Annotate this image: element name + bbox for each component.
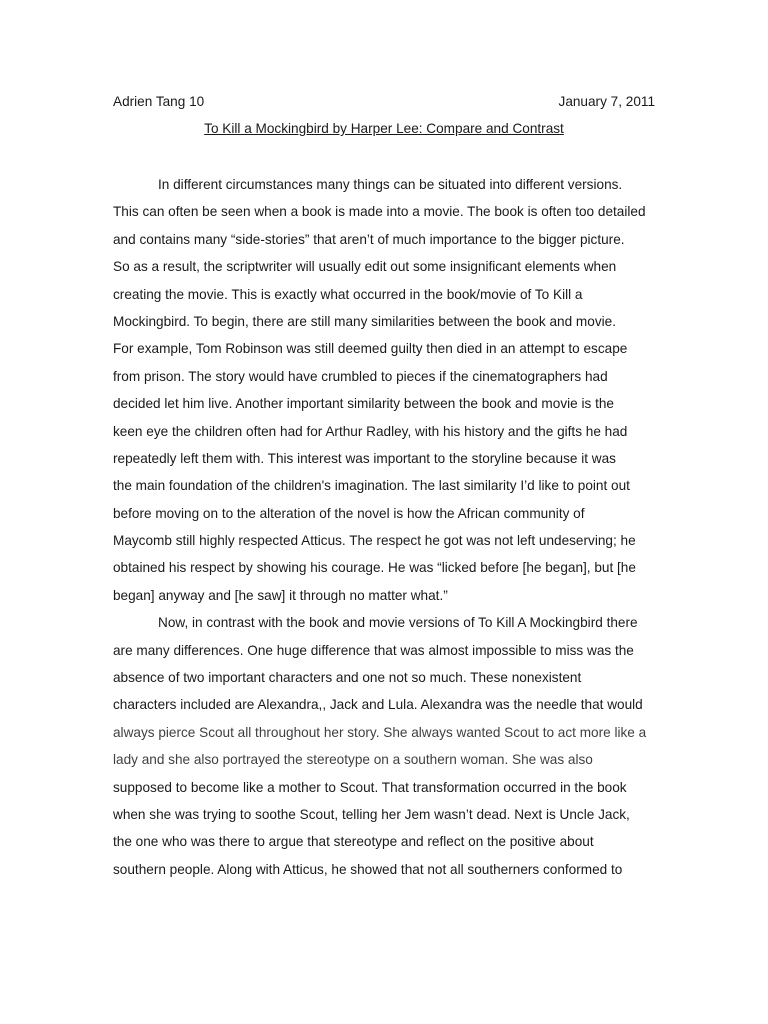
paragraph-2 xyxy=(113,609,658,883)
text-line: obtained his respect by showing his courage. He was “licked before [he began], but [he xyxy=(113,560,636,576)
text-line: when she was trying to soothe Scout, telling her Jem wasn’t dead. Next is Uncle Jack, xyxy=(113,806,630,822)
text-line: This can often be seen when a book is made into a movie. The book is often too detailed xyxy=(113,204,646,220)
text-line: In different circumstances many things can be situated into different versions. xyxy=(158,177,623,192)
text-line: keen eye the children often had for Arthur Radley, with his history and the gifts he had xyxy=(113,423,628,439)
text-line: Maycomb still highly respected Atticus. The respect he got was not left undeserving; he xyxy=(113,533,636,549)
text-line: absence of two important characters and one not so much. These nonexistent xyxy=(113,670,582,686)
text-line: always pierce Scout all throughout her story. She always wanted Scout to act more like a xyxy=(113,724,647,740)
text-line: began] anyway and [he saw] it through no matter what.” xyxy=(113,587,448,603)
text-line: Now, in contrast with the book and movie versions of To Kill A Mockingbird there xyxy=(158,615,638,631)
text-line: the one who was there to argue that stereotype and reflect on the positive about xyxy=(113,834,594,850)
paragraph-1 xyxy=(113,171,658,609)
text-line: southern people. Along with Atticus, he showed that not all southerners conformed to xyxy=(113,861,623,877)
document-title: To Kill a Mockingbird by Harper Lee: Compare and Contrast xyxy=(204,121,564,136)
text-line: repeatedly left them with. This interest was important to the storyline because it was xyxy=(113,450,616,466)
text-line: before moving on to the alteration of the novel is how the African community of xyxy=(113,505,585,521)
document-header xyxy=(113,92,655,112)
text-line: and contains many “side-stories” that aren’t of much importance to the bigger picture. xyxy=(113,231,625,247)
text-line: Mockingbird. To begin, there are still many similarities between the book and movie. xyxy=(113,313,616,329)
document-date: January 7, 2011 xyxy=(558,94,655,109)
text-line: characters included are Alexandra,, Jack and Lula. Alexandra was the needle that would xyxy=(113,697,643,713)
text-line: from prison. The story would have crumbled to pieces if the cinematographers had xyxy=(113,368,608,384)
text-line: For example, Tom Robinson was still deemed guilty then died in an attempt to escape xyxy=(113,341,628,357)
text-line: supposed to become like a mother to Scout. That transformation occurred in the book xyxy=(113,779,627,795)
document-body xyxy=(113,171,658,883)
text-line: are many differences. One huge difference that was almost impossible to miss was the xyxy=(113,642,634,658)
text-line: So as a result, the scriptwriter will usually edit out some insignificant elements when xyxy=(113,259,617,275)
text-line: the main foundation of the children's imagination. The last similarity I’d like to point out xyxy=(113,478,630,494)
text-line: lady and she also portrayed the stereotype on a southern woman. She was also xyxy=(113,752,593,768)
text-line: decided let him live. Another important similarity between the book and movie is the xyxy=(113,396,614,412)
author-name: Adrien Tang 10 xyxy=(113,94,205,109)
text-line: creating the movie. This is exactly what occurred in the book/movie of To Kill a xyxy=(113,286,583,302)
